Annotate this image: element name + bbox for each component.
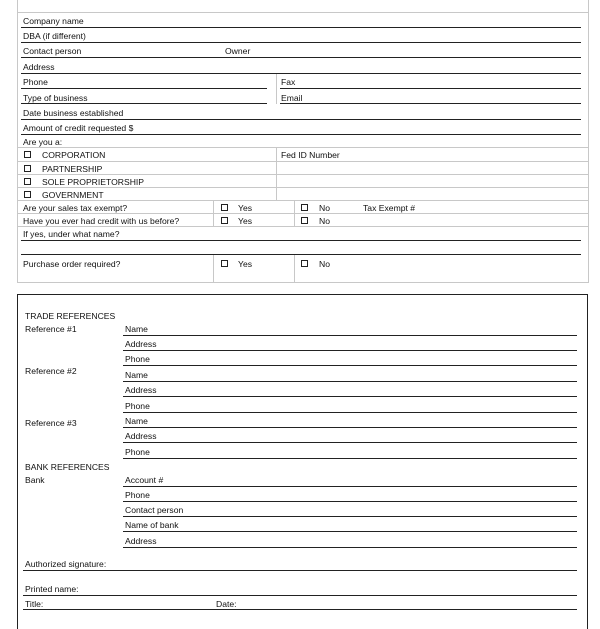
government-label: GOVERNMENT bbox=[42, 190, 104, 200]
partnership-label: PARTNERSHIP bbox=[42, 164, 103, 174]
business-info-section bbox=[17, 0, 589, 283]
bank-account-label: Account # bbox=[125, 475, 164, 485]
ref2-address-label: Address bbox=[125, 385, 157, 395]
bank-phone-label: Phone bbox=[125, 490, 150, 500]
bank-label: Bank bbox=[25, 475, 45, 485]
ref2-phone-label: Phone bbox=[125, 401, 150, 411]
ref2-phone-field[interactable] bbox=[123, 412, 577, 413]
column-divider bbox=[213, 255, 214, 282]
authorized-signature-field[interactable] bbox=[23, 570, 577, 571]
bank-address-label: Address bbox=[125, 536, 157, 546]
reference-3-label: Reference #3 bbox=[25, 418, 77, 428]
bank-name-label: Name of bank bbox=[125, 520, 179, 530]
partnership-checkbox[interactable] bbox=[24, 165, 31, 172]
if-yes-name-field[interactable] bbox=[21, 240, 581, 241]
row-divider bbox=[18, 187, 588, 188]
sole-proprietorship-checkbox[interactable] bbox=[24, 178, 31, 185]
sales-tax-no-checkbox[interactable] bbox=[301, 204, 308, 211]
po-required-no-label: No bbox=[319, 259, 330, 269]
phone-field[interactable] bbox=[21, 88, 267, 89]
row-divider bbox=[18, 174, 588, 175]
dba-field[interactable] bbox=[21, 42, 581, 43]
company-name-field[interactable] bbox=[21, 27, 581, 28]
printed-name-field[interactable] bbox=[23, 595, 577, 596]
sales-tax-question: Are your sales tax exempt? bbox=[23, 203, 128, 213]
credit-requested-field[interactable] bbox=[21, 134, 581, 135]
ref1-address-label: Address bbox=[125, 339, 157, 349]
ref3-name-field[interactable] bbox=[123, 427, 577, 428]
ref2-name-field[interactable] bbox=[123, 381, 577, 382]
contact-owner-field[interactable] bbox=[21, 57, 581, 58]
email-field[interactable] bbox=[280, 103, 581, 104]
ref1-name-label: Name bbox=[125, 324, 148, 334]
corporation-label: CORPORATION bbox=[42, 150, 106, 160]
bank-account-field[interactable] bbox=[123, 486, 577, 487]
company-name-label: Company name bbox=[23, 16, 84, 26]
ref3-name-label: Name bbox=[125, 416, 148, 426]
fax-field[interactable] bbox=[280, 88, 581, 89]
corporation-checkbox[interactable] bbox=[24, 151, 31, 158]
column-divider bbox=[294, 201, 295, 227]
bank-phone-field[interactable] bbox=[123, 501, 577, 502]
ref3-phone-field[interactable] bbox=[123, 458, 577, 459]
date-label: Date: bbox=[216, 599, 237, 609]
ref1-phone-label: Phone bbox=[125, 354, 150, 364]
reference-1-label: Reference #1 bbox=[25, 324, 77, 334]
bank-contact-person-label: Contact person bbox=[125, 505, 184, 515]
title-label: Title: bbox=[25, 599, 44, 609]
reference-2-label: Reference #2 bbox=[25, 366, 77, 376]
ref3-address-field[interactable] bbox=[123, 442, 577, 443]
if-yes-name-field-2[interactable] bbox=[21, 254, 581, 255]
row-divider bbox=[18, 161, 588, 162]
email-label: Email bbox=[281, 93, 303, 103]
credit-before-question: Have you ever had credit with us before? bbox=[23, 216, 180, 226]
tax-exempt-number-label: Tax Exempt # bbox=[363, 203, 416, 213]
sales-tax-yes-checkbox[interactable] bbox=[221, 204, 228, 211]
printed-name-label: Printed name: bbox=[25, 584, 79, 594]
sales-tax-no-label: No bbox=[319, 203, 330, 213]
fed-id-label: Fed ID Number bbox=[281, 150, 340, 160]
trade-references-heading: TRADE REFERENCES bbox=[25, 311, 116, 321]
po-required-yes-label: Yes bbox=[238, 259, 253, 269]
are-you-a-label: Are you a: bbox=[23, 137, 63, 147]
ref3-phone-label: Phone bbox=[125, 447, 150, 457]
sole-proprietorship-label: SOLE PROPRIETORSHIP bbox=[42, 177, 145, 187]
ref2-address-field[interactable] bbox=[123, 396, 577, 397]
bank-references-heading: BANK REFERENCES bbox=[25, 462, 110, 472]
top-border-line bbox=[18, 12, 588, 13]
column-divider bbox=[213, 201, 214, 227]
bank-address-field[interactable] bbox=[123, 547, 577, 548]
credit-requested-label: Amount of credit requested $ bbox=[23, 123, 134, 133]
fax-label: Fax bbox=[281, 77, 296, 87]
address-field[interactable] bbox=[21, 73, 581, 74]
type-of-business-label: Type of business bbox=[23, 93, 88, 103]
sales-tax-yes-label: Yes bbox=[238, 203, 253, 213]
bank-contact-person-field[interactable] bbox=[123, 516, 577, 517]
po-required-yes-checkbox[interactable] bbox=[221, 260, 228, 267]
ref3-address-label: Address bbox=[125, 431, 157, 441]
government-checkbox[interactable] bbox=[24, 191, 31, 198]
credit-before-no-label: No bbox=[319, 216, 330, 226]
phone-label: Phone bbox=[23, 77, 48, 87]
references-section bbox=[17, 294, 588, 629]
credit-before-yes-checkbox[interactable] bbox=[221, 217, 228, 224]
date-established-label: Date business established bbox=[23, 108, 124, 118]
column-divider bbox=[276, 74, 277, 104]
ref1-name-field[interactable] bbox=[123, 335, 577, 336]
credit-before-yes-label: Yes bbox=[238, 216, 253, 226]
ref1-address-field[interactable] bbox=[123, 350, 577, 351]
credit-before-no-checkbox[interactable] bbox=[301, 217, 308, 224]
type-of-business-field[interactable] bbox=[21, 103, 267, 104]
dba-label: DBA (if different) bbox=[23, 31, 86, 41]
title-date-field[interactable] bbox=[23, 609, 577, 610]
row-divider bbox=[18, 147, 588, 148]
ref1-phone-field[interactable] bbox=[123, 365, 577, 366]
row-divider bbox=[18, 200, 588, 201]
if-yes-name-label: If yes, under what name? bbox=[23, 229, 120, 239]
contact-person-label: Contact person bbox=[23, 46, 82, 56]
address-label: Address bbox=[23, 62, 55, 72]
ref2-name-label: Name bbox=[125, 370, 148, 380]
owner-label: Owner bbox=[225, 46, 251, 56]
date-established-field[interactable] bbox=[21, 119, 581, 120]
column-divider bbox=[294, 255, 295, 282]
row-divider bbox=[18, 226, 588, 227]
authorized-signature-label: Authorized signature: bbox=[25, 559, 107, 569]
po-required-question: Purchase order required? bbox=[23, 259, 121, 269]
bank-name-field[interactable] bbox=[123, 531, 577, 532]
row-divider bbox=[18, 213, 588, 214]
po-required-no-checkbox[interactable] bbox=[301, 260, 308, 267]
